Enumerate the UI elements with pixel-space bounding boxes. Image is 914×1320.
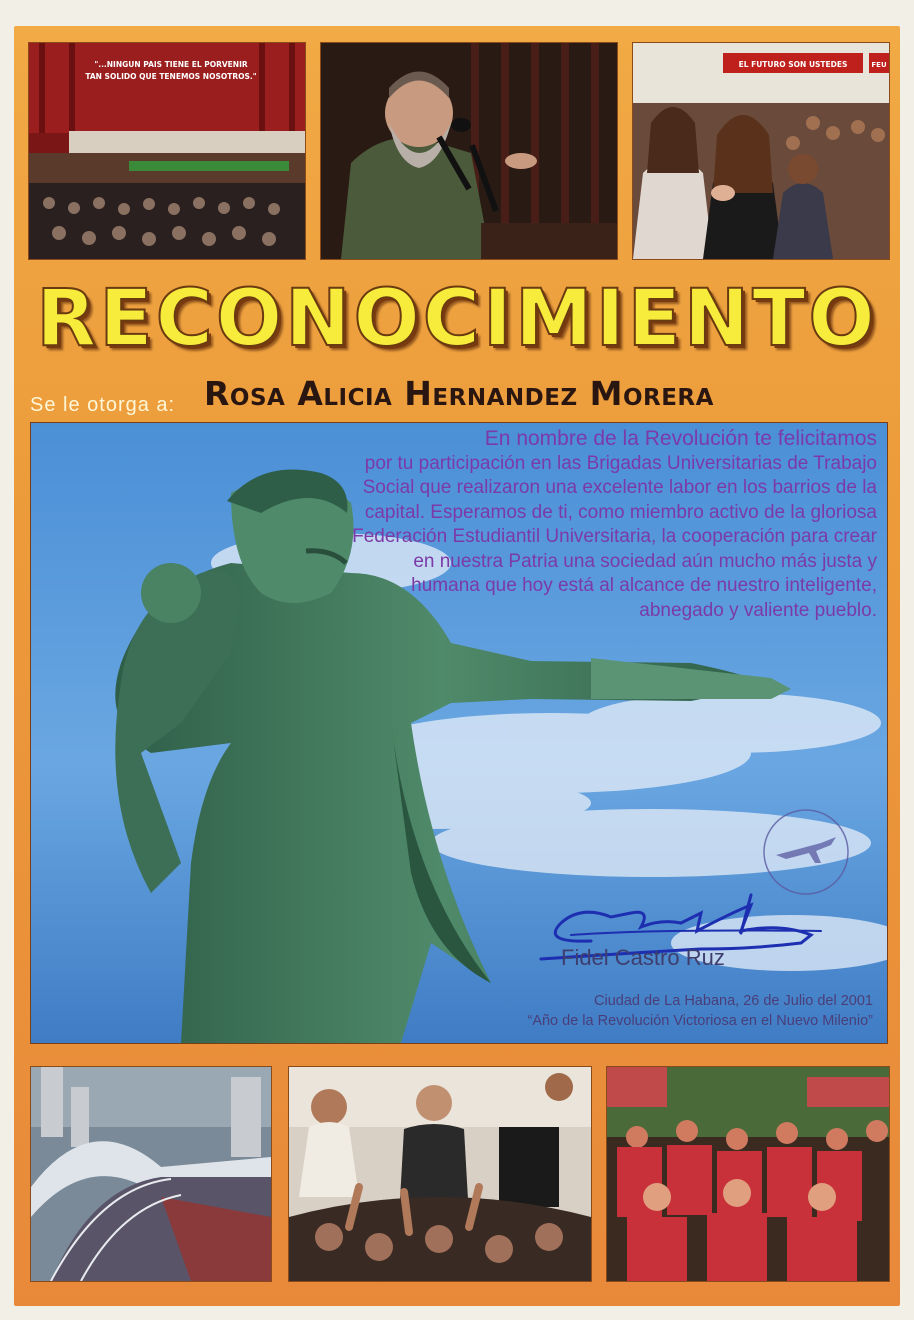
congratulations-message — [347, 427, 877, 623]
photo-assembly-hall — [28, 42, 306, 260]
certificate-title — [14, 274, 900, 364]
signer-name: Fidel Castro Ruz — [561, 945, 725, 970]
photo-speaker-at-podium — [320, 42, 618, 260]
banner-quote-line1: "...NINGUN PAIS TIENE EL PORVENIR — [94, 60, 248, 69]
award-label: Se le otorga a: — [30, 394, 176, 416]
motto-line: “Año de la Revolución Victoriosa en el Nuevo Milenio” — [527, 1013, 873, 1029]
photo-students-red-shirts — [606, 1066, 890, 1282]
message-body: por tu participación en las Brigadas Universitarias de Trabajo Social que realizaron una excelente labor en los barrios de la capital. Esperamos de ti, como miembro activo de la gloriosa Federación Estudiantil Universitaria, la cooperación para crear en nuestra Patria una sociedad aún mucho más justa y humana que hoy está al alcance de nuestro inteligente, abnegado y valiente pueblo. — [352, 452, 877, 621]
recipient-name: Rosa Alicia Hernandez Morera — [204, 374, 714, 413]
title-text: RECONOCIMIENTO — [36, 274, 878, 364]
award-row — [14, 366, 900, 426]
sign-feu: FEU — [871, 61, 887, 69]
statue-panel — [30, 422, 888, 1044]
photo-aerial-crowd — [30, 1066, 272, 1282]
certificate — [14, 26, 900, 1306]
banner-future: EL FUTURO SON USTEDES — [738, 60, 848, 69]
place-and-date — [527, 991, 873, 1031]
place-date-line: Ciudad de La Habana, 26 de Julio del 2001 — [594, 993, 873, 1009]
message-lead: En nombre de la Revolución te felicitamos — [484, 427, 877, 450]
photo-speaker-with-crowd — [288, 1066, 592, 1282]
banner-quote-line2: TAN SOLIDO QUE TENEMOS NOSOTROS." — [85, 72, 257, 81]
photo-students-applauding — [632, 42, 890, 260]
